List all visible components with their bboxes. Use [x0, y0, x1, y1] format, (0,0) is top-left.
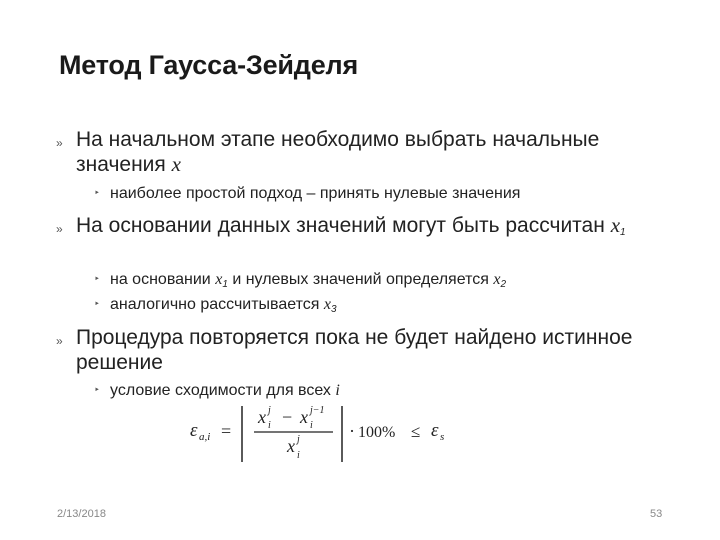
bullet-2-sub-1-text-b: и нулевых значений определяется: [232, 271, 489, 288]
bullet-2-text: На основании данных значений могут быть рассчитан: [76, 214, 605, 237]
formula-minus: −: [282, 407, 293, 427]
bullet-2-sub-1-var-b: x: [493, 271, 501, 288]
footer-date: 2/13/2018: [57, 508, 106, 520]
bullet-marker-icon: »: [56, 136, 63, 150]
formula-num-b: x: [300, 407, 308, 427]
sub-bullet-marker-icon: ‣: [94, 274, 100, 285]
formula-equals: =: [221, 421, 232, 441]
formula-den-sup: j: [297, 434, 300, 445]
bullet-2-sub-2-text-a: аналогично рассчитывается: [110, 296, 320, 313]
bullet-1: [56, 127, 676, 179]
formula-num-a-sub: i: [268, 420, 271, 431]
bullet-3-sub-1-text: условие сходимости для всех: [110, 382, 331, 399]
formula-leq: ≤: [411, 422, 421, 441]
formula-num-a: x: [258, 407, 266, 427]
bullet-2-sub-1-text-a: на основании: [110, 271, 211, 288]
bullet-1-sub-1-text: наиболее простой подход – принять нулевые значения: [110, 185, 521, 202]
formula-lhs-sub: a,i: [199, 431, 211, 443]
bullet-1-sub-1: [94, 184, 654, 204]
formula-lhs: ε: [190, 420, 198, 441]
bullet-2-var-sub: 1: [620, 227, 626, 238]
bullet-marker-icon: »: [56, 334, 63, 348]
bullet-2-sub-2-var-a: x: [323, 296, 332, 313]
formula-den-sub: i: [297, 450, 300, 461]
bullet-2-sub-1-var-a-sub: 1: [222, 279, 228, 290]
formula-times: ·: [349, 421, 355, 441]
formula-num-b-sup: j−1: [310, 405, 325, 416]
bullet-1-text: На начальном этапе необходимо выбрать начальные значения: [76, 128, 600, 176]
sub-bullet-marker-icon: ‣: [94, 299, 100, 310]
slide-title: Метод Гаусса-Зейделя: [59, 50, 359, 80]
sub-bullet-marker-icon: ‣: [94, 188, 100, 199]
bullet-2: [56, 213, 676, 265]
formula-num-b-sub: i: [310, 420, 313, 431]
bullet-2-sub-2-var-a-sub: 3: [331, 304, 337, 315]
formula-percent: 100%: [358, 424, 396, 441]
formula-den: x: [287, 436, 295, 456]
bullet-3-text: Процедура повторяется пока не будет найдено истинное решение: [76, 326, 633, 374]
formula-num-a-sup: j: [268, 405, 271, 416]
sub-bullet-marker-icon: ‣: [94, 385, 100, 396]
bullet-2-sub-2: [94, 295, 654, 315]
page-number: 53: [650, 508, 663, 520]
bullet-2-var: x: [610, 213, 621, 237]
bullet-3: [56, 325, 676, 377]
bullet-2-sub-1: [94, 270, 654, 290]
convergence-formula: [190, 396, 490, 466]
formula-rhs: ε: [431, 420, 439, 441]
bullet-2-sub-1-var-a: x: [215, 271, 223, 288]
bullet-marker-icon: »: [56, 222, 63, 236]
bullet-3-sub-1-var: i: [335, 382, 340, 399]
bullet-1-var: x: [171, 152, 181, 176]
bullet-2-sub-1-var-b-sub: 2: [500, 279, 506, 290]
formula-rhs-sub: s: [440, 431, 445, 443]
